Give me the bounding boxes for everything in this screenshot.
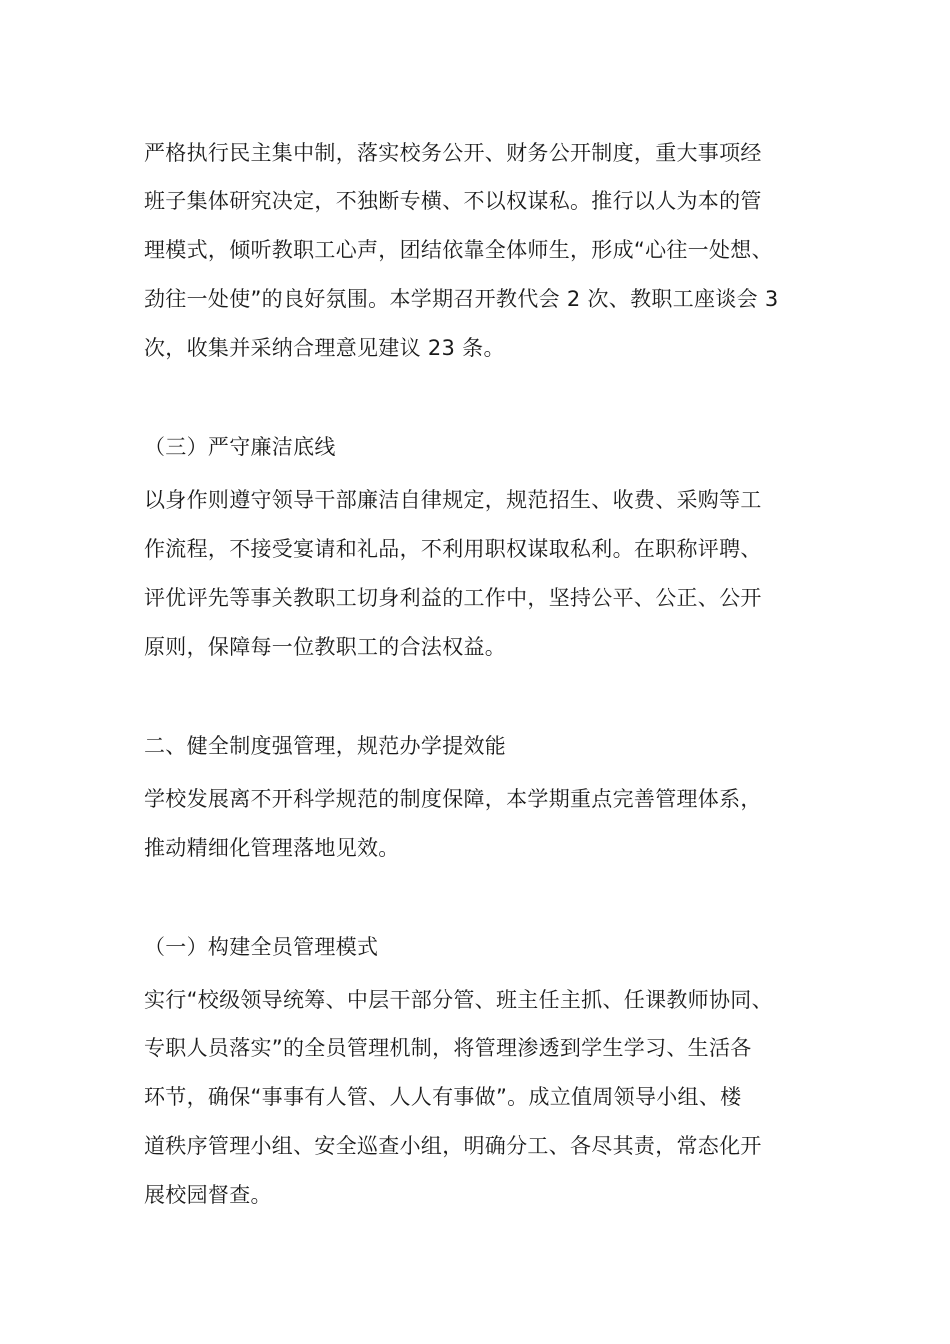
paragraph-line: 原则，保障每一位教职工的合法权益。: [144, 635, 507, 659]
paragraph-line: 以身作则遵守领导干部廉洁自律规定，规范招生、收费、采购等工: [144, 488, 762, 512]
paragraph-line: 作流程，不接受宴请和礼品，不利用职权谋取私利。在职称评聘、: [144, 537, 762, 561]
paragraph-line: 实行“校级领导统筹、中层干部分管、班主任主抓、任课教师协同、: [144, 988, 773, 1012]
section-heading: （三）严守廉洁底线: [144, 435, 336, 459]
paragraph-line: 学校发展离不开科学规范的制度保障，本学期重点完善管理体系，: [144, 787, 762, 811]
section-heading: （一）构建全员管理模式: [144, 935, 379, 959]
paragraph-line: 理模式，倾听教职工心声，团结依靠全体师生，形成“心往一处想、: [144, 238, 773, 262]
paragraph-line: 环节，确保“事事有人管、人人有事做”。成立值周领导小组、楼: [144, 1085, 742, 1109]
paragraph-line: 劲往一处使”的良好氛围。本学期召开教代会 2 次、教职工座谈会 3: [144, 287, 779, 311]
paragraph-line: 专职人员落实”的全员管理机制，将管理渗透到学生学习、生活各: [144, 1036, 752, 1060]
paragraph-line: 评优评先等事关教职工切身利益的工作中，坚持公平、公正、公开: [144, 586, 762, 610]
paragraph-line: 推动精细化管理落地见效。: [144, 836, 400, 860]
paragraph-line: 展校园督查。: [144, 1183, 272, 1207]
paragraph-line: 班子集体研究决定，不独断专横、不以权谋私。推行以人为本的管: [144, 189, 762, 213]
paragraph-line: 严格执行民主集中制，落实校务公开、财务公开制度，重大事项经: [144, 141, 762, 165]
paragraph-line: 道秩序管理小组、安全巡查小组，明确分工、各尽其责，常态化开: [144, 1134, 762, 1158]
section-heading: 二、健全制度强管理，规范办学提效能: [144, 734, 507, 758]
paragraph-line: 次，收集并采纳合理意见建议 23 条。: [144, 336, 505, 360]
